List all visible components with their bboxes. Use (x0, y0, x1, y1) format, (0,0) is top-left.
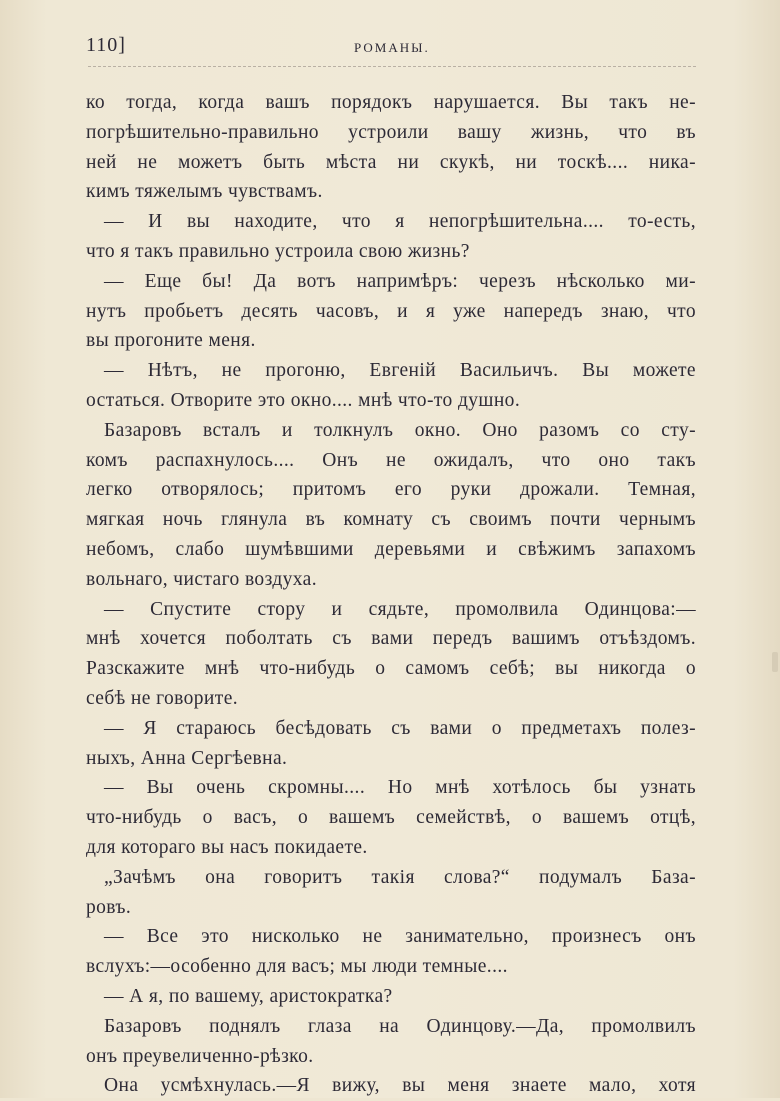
text-line: мнѣ хочется поболтать съ вами передъ вашимъ отъѣздомъ. (86, 628, 696, 650)
text-line: нутъ пробьетъ десять часовъ, и я уже напередъ знаю, что (86, 300, 696, 322)
body-text (86, 88, 696, 1101)
text-line: — Вы очень скромны.... Но мнѣ хотѣлось бы узнать (104, 777, 696, 799)
text-line: комъ распахнулось.... Онъ не ожидалъ, что оно такъ (86, 449, 696, 471)
text-line: онъ преувеличенно-рѣзко. (86, 1045, 314, 1067)
text-line: небомъ, слабо шумѣвшими деревьями и свѣжимъ запахомъ (86, 538, 696, 560)
text-line: Она усмѣхнулась.—Я вижу, вы меня знаете мало, хотя (104, 1075, 696, 1097)
header-rule (88, 66, 696, 67)
text-line: что я такъ правильно устроила свою жизнь? (86, 240, 470, 262)
text-line: Базаровъ поднялъ глаза на Одинцову.—Да, промолвилъ (104, 1015, 696, 1037)
text-line: погрѣшительно-правильно устроили вашу жизнь, что въ (86, 121, 696, 143)
text-line: — Все это нисколько не занимательно, произнесъ онъ (104, 926, 696, 948)
text-line: кимъ тяжелымъ чувствамъ. (86, 181, 323, 203)
text-line: — Спустите стору и сядьте, промолвила Одинцова:— (104, 598, 696, 620)
text-line: — И вы находите, что я непогрѣшительна.... то-есть, (104, 211, 696, 233)
text-line: что-нибудь о васъ, о вашемъ семействѣ, о вашемъ отцѣ, (86, 807, 696, 829)
text-line: мягкая ночь глянула въ комнату съ своимъ почти чернымъ (86, 509, 696, 531)
text-line: Разскажите мнѣ что-нибудь о самомъ себѣ; вы никогда о (86, 658, 696, 680)
text-line: вслухъ:—особенно для васъ; мы люди темные.... (86, 956, 508, 978)
text-line: ровъ. (86, 896, 132, 918)
text-line: ныхъ, Анна Сергѣевна. (86, 747, 288, 769)
text-line: для котораго вы насъ покидаете. (86, 836, 368, 858)
page-edge-mark (772, 652, 778, 672)
page-header (86, 34, 696, 62)
text-line: „Зачѣмъ она говоритъ такія слова?“ подумалъ База- (104, 866, 696, 888)
text-line: ней не можетъ быть мѣста ни скукѣ, ни тоскѣ.... ника- (86, 151, 696, 173)
text-line: остаться. Отворите это окно.... мнѣ что-то душно. (86, 389, 521, 411)
text-line: ко тогда, когда вашъ порядокъ нарушается. Вы такъ не- (86, 92, 696, 113)
text-line: — А я, по вашему, аристократка? (104, 985, 393, 1007)
text-line: вы прогоните меня. (86, 330, 256, 352)
text-line: Базаровъ всталъ и толкнулъ окно. Оно разомъ со сту- (104, 419, 696, 441)
text-line: — Я стараюсь бесѣдовать съ вами о предметахъ полез- (104, 717, 696, 739)
text-line: — Еще бы! Да вотъ напримѣръ: черезъ нѣсколько ми- (104, 270, 696, 292)
text-line: вольнаго, чистаго воздуха. (86, 568, 318, 590)
text-line: легко отворялось; притомъ его руки дрожали. Темная, (86, 479, 696, 501)
running-title: РОМАНЫ. (354, 40, 430, 55)
page-number: 110] (86, 34, 126, 56)
text-line: себѣ не говорите. (86, 687, 239, 709)
text-line: — Нѣтъ, не прогоню, Евгеній Васильичъ. Вы можете (104, 360, 696, 382)
